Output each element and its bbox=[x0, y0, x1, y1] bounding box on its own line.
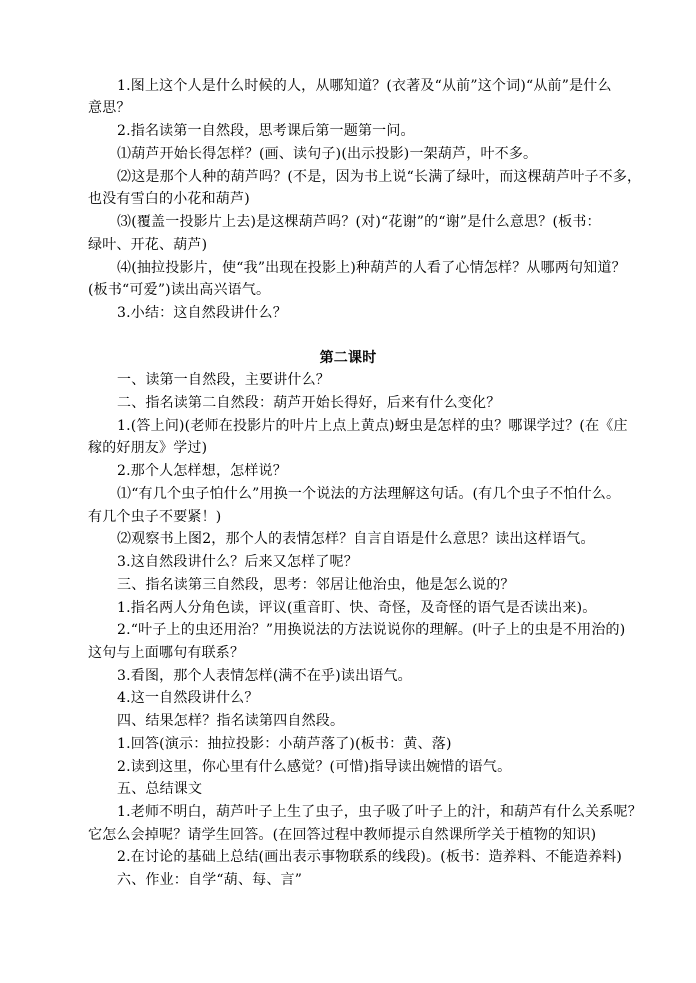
paragraph-line: 1.老师不明白，葫芦叶子上生了虫子，虫子吸了叶子上的汁，和葫芦有什么关系呢？ bbox=[117, 804, 642, 820]
paragraph-line: 四、结果怎样？指名读第四自然段。 bbox=[117, 713, 345, 729]
paragraph-line: 这句与上面哪句有联系？ bbox=[88, 645, 245, 661]
paragraph-line: ⑵这是那个人种的葫芦吗？(不是，因为书上说“长满了绿叶，而这棵葫芦叶子不多， bbox=[117, 169, 642, 185]
paragraph-line: 也没有雪白的小花和葫芦) bbox=[88, 191, 250, 207]
paragraph-line: 2.指名读第一自然段，思考课后第一题第一问。 bbox=[117, 123, 415, 139]
section-title: 第二课时 bbox=[319, 350, 377, 366]
paragraph-line: 2.在讨论的基础上总结(画出表示事物联系的线段)。(板书：造养料、不能造养料) bbox=[117, 849, 623, 865]
paragraph-line: 3.小结：这自然段讲什么？ bbox=[117, 305, 287, 321]
paragraph-line: ⑷(抽拉投影片，使“我”出现在投影上)种葫芦的人看了心情怎样？从哪两句知道？ bbox=[117, 260, 626, 276]
paragraph-line: ⑴“有几个虫子怕什么”用换一个说法的方法理解这句话。(有几个虫子不怕什么。 bbox=[117, 486, 621, 502]
paragraph-line: 六、作业：自学“葫、每、言” bbox=[117, 872, 303, 888]
paragraph-line: 3.看图，那个人表情怎样(满不在乎)读出语气。 bbox=[117, 668, 412, 684]
paragraph-line: 1.指名两人分角色读，评议(重音盯、快、奇怪，及奇怪的语气是否读出来)。 bbox=[117, 600, 597, 616]
paragraph-line: 1.回答(演示：抽拉投影：小葫芦落了)(板书：黄、落) bbox=[117, 736, 452, 752]
paragraph-line: 三、指名读第三自然段，思考：邻居让他治虫，他是怎么说的？ bbox=[117, 577, 515, 593]
paragraph-line: 1.(答上问)(老师在投影片的叶片上点上黄点)蚜虫是怎样的虫？哪课学过？(在《庄 bbox=[117, 418, 628, 434]
paragraph-line: 二、指名读第二自然段：葫芦开始长得好，后来有什么变化？ bbox=[117, 395, 501, 411]
paragraph-line: ⑴葫芦开始长得怎样？(画、读句子)(出示投影)一架葫芦，叶不多。 bbox=[117, 146, 538, 162]
paragraph-line: 有几个虫子不要紧！) bbox=[88, 509, 222, 525]
paragraph-line: 3.这自然段讲什么？后来又怎样了呢？ bbox=[117, 554, 358, 570]
paragraph-line: 2.读到这里，你心里有什么感觉？(可惜)指导读出婉惜的语气。 bbox=[117, 759, 512, 775]
paragraph-line: 意思？ bbox=[88, 100, 131, 116]
paragraph-line: (板书“可爱”)读出高兴语气。 bbox=[88, 282, 271, 298]
paragraph-line: 2.“叶子上的虫还用治？”用换说法的方法说说你的理解。(叶子上的虫是不用治的) bbox=[117, 622, 626, 638]
paragraph-line: 一、读第一自然段，主要讲什么？ bbox=[117, 372, 330, 388]
paragraph-line: 稼的好朋友》学过) bbox=[88, 440, 208, 456]
paragraph-line: 它怎么会掉呢？请学生回答。(在回答过程中教师提示自然课所学关于植物的知识) bbox=[88, 827, 597, 843]
paragraph-line: 4.这一自然段讲什么？ bbox=[117, 690, 259, 706]
paragraph-line: 五、总结课文 bbox=[117, 781, 203, 797]
paragraph-line: ⑶(覆盖一投影片上去)是这棵葫芦吗？(对)“花谢”的“谢”是什么意思？(板书： bbox=[117, 214, 601, 230]
paragraph-line: 1.图上这个人是什么时候的人，从哪知道？(衣著及“从前”这个词)“从前”是什么 bbox=[117, 78, 612, 94]
paragraph-line: ⑵观察书上图2，那个人的表情怎样？自言自语是什么意思？读出这样语气。 bbox=[117, 531, 595, 547]
paragraph-line: 绿叶、开花、葫芦) bbox=[88, 237, 208, 253]
paragraph-line: 2.那个人怎样想，怎样说？ bbox=[117, 463, 287, 479]
